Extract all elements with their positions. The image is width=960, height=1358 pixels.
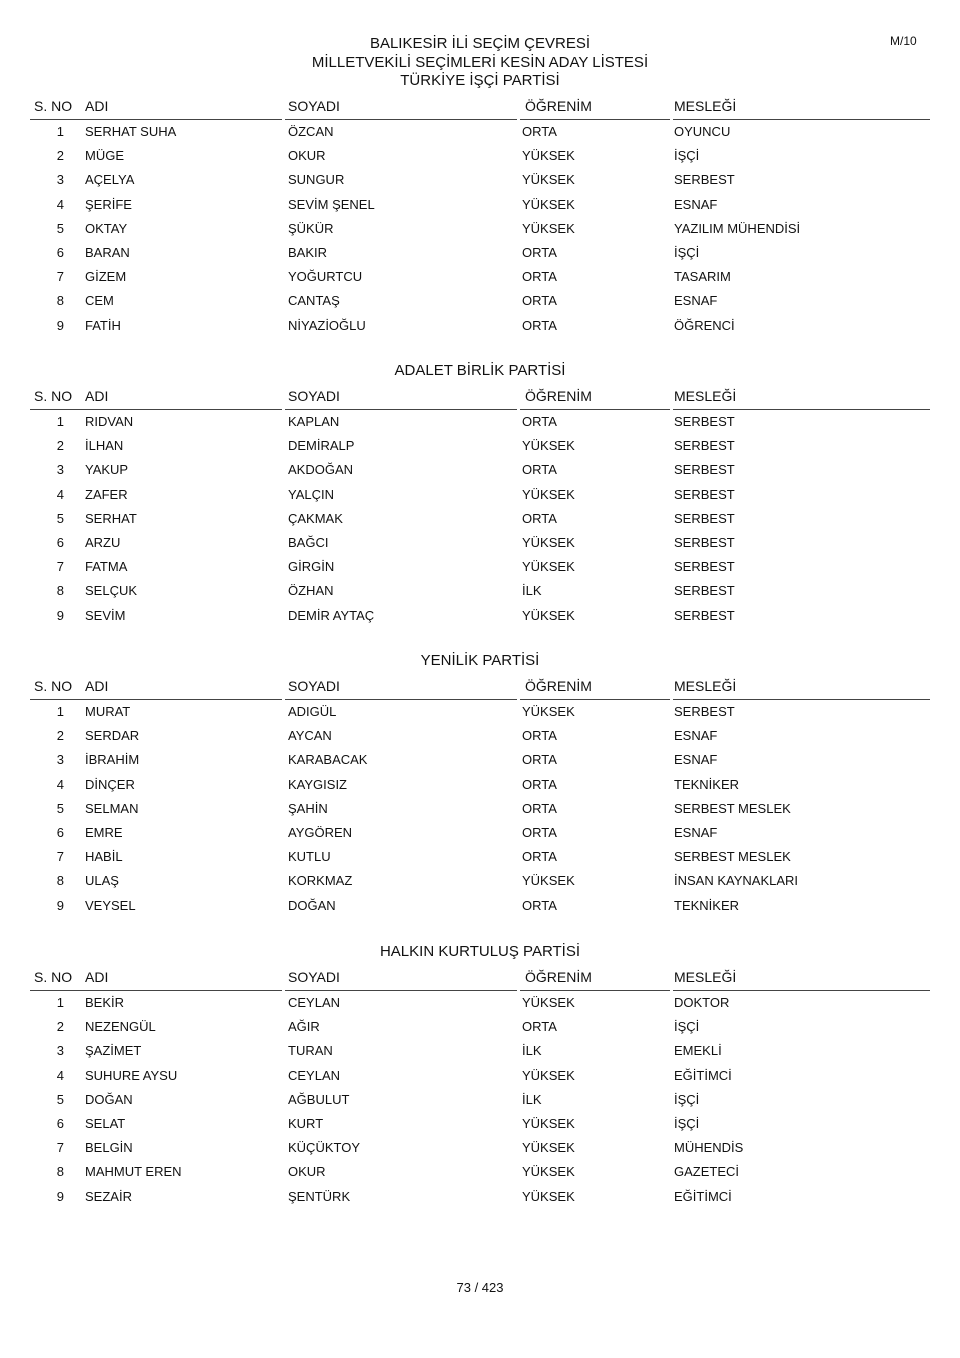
cell-soyadi: CANTAŞ (288, 293, 340, 309)
cell-soyadi: KUTLU (288, 849, 331, 865)
table-row (30, 245, 930, 269)
col-header-ogrenim: ÖĞRENİM (525, 678, 592, 694)
cell-ogrenim: YÜKSEK (522, 535, 575, 550)
table-row (30, 559, 930, 583)
cell-no: 5 (56, 220, 64, 236)
cell-adi: BEKİR (85, 995, 125, 1010)
header-rule-gap (282, 117, 285, 120)
cell-meslegi: İŞÇİ (674, 1091, 700, 1107)
cell-no: 6 (56, 825, 64, 840)
table-row (30, 704, 930, 728)
cell-meslegi: DOKTOR (674, 995, 730, 1010)
cell-no: 2 (56, 728, 64, 744)
header-rule-gap (517, 988, 520, 991)
table-row (30, 487, 930, 511)
cell-adi: ULAŞ (85, 873, 119, 889)
table-row (30, 873, 930, 897)
cell-adi: İLHAN (85, 438, 124, 454)
col-header-meslegi: MESLEĞİ (674, 678, 737, 694)
cell-ogrenim: ORTA (522, 317, 557, 333)
cell-ogrenim: YÜKSEK (522, 196, 575, 212)
cell-no: 8 (56, 583, 64, 599)
col-header-meslegi: MESLEĞİ (674, 969, 737, 985)
cell-ogrenim: YÜKSEK (522, 1140, 575, 1156)
cell-meslegi: SERBEST MESLEK (674, 849, 791, 865)
cell-no: 3 (56, 752, 64, 768)
cell-soyadi: SEVİM ŞENEL (288, 196, 375, 212)
cell-ogrenim: YÜKSEK (522, 1164, 575, 1180)
cell-no: 6 (56, 1116, 64, 1131)
cell-meslegi: İŞÇİ (674, 1116, 700, 1131)
party-title: ADALET BİRLİK PARTİSİ (394, 362, 566, 379)
cell-meslegi: SERBEST (674, 486, 735, 502)
col-header-soyadi: SOYADI (288, 388, 340, 404)
cell-no: 8 (56, 873, 64, 889)
cell-adi: NEZENGÜL (85, 1019, 156, 1035)
cell-no: 7 (56, 269, 64, 285)
cell-adi: FATMA (85, 559, 128, 575)
table-row (30, 1092, 930, 1116)
cell-soyadi: ŞÜKÜR (288, 220, 334, 236)
cell-soyadi: KAYGISIZ (288, 776, 347, 792)
cell-ogrenim: YÜKSEK (522, 438, 575, 454)
cell-no: 1 (56, 124, 64, 139)
table-row (30, 511, 930, 535)
table-row (30, 535, 930, 559)
cell-meslegi: EĞİTİMCİ (674, 1188, 732, 1204)
header-rule-gap (517, 407, 520, 410)
cell-adi: RIDVAN (85, 414, 134, 429)
cell-ogrenim: YÜKSEK (522, 559, 575, 575)
cell-ogrenim: YÜKSEK (522, 873, 575, 889)
cell-ogrenim: ORTA (522, 849, 557, 865)
cell-no: 7 (56, 849, 64, 865)
cell-ogrenim: ORTA (522, 897, 557, 913)
cell-no: 3 (56, 1043, 64, 1059)
cell-no: 9 (56, 1188, 64, 1204)
header-rule-gap (670, 988, 673, 991)
table-row (30, 777, 930, 801)
col-header-soyadi: SOYADI (288, 98, 340, 114)
table-row (30, 849, 930, 873)
cell-soyadi: OKUR (288, 148, 326, 164)
cell-soyadi: SUNGUR (288, 172, 345, 188)
cell-adi: DİNÇER (85, 776, 135, 792)
header-rule-gap (670, 117, 673, 120)
cell-meslegi: SERBEST (674, 535, 735, 550)
table-row (30, 293, 930, 317)
cell-soyadi: BAKIR (288, 245, 328, 260)
cell-ogrenim: YÜKSEK (522, 995, 575, 1010)
cell-meslegi: ÖĞRENCİ (674, 317, 735, 333)
cell-soyadi: DEMİR AYTAÇ (288, 607, 375, 623)
col-header-adi: ADI (85, 98, 109, 114)
cell-adi: İBRAHİM (85, 752, 140, 768)
cell-no: 2 (56, 148, 64, 164)
cell-meslegi: SERBEST (674, 583, 735, 599)
cell-soyadi: AĞBULUT (288, 1091, 350, 1107)
cell-adi: SUHURE AYSU (85, 1067, 178, 1083)
cell-soyadi: OKUR (288, 1164, 326, 1180)
table-row (30, 583, 930, 607)
cell-meslegi: OYUNCU (674, 124, 731, 139)
col-header-no: S. NO (34, 98, 73, 114)
cell-ogrenim: YÜKSEK (522, 172, 575, 188)
col-header-no: S. NO (34, 969, 73, 985)
table-row (30, 1140, 930, 1164)
cell-ogrenim: YÜKSEK (522, 486, 575, 502)
cell-meslegi: SERBEST (674, 704, 735, 719)
cell-adi: BARAN (85, 245, 130, 260)
cell-no: 8 (56, 1164, 64, 1180)
cell-meslegi: SERBEST (674, 607, 735, 623)
cell-meslegi: ESNAF (674, 728, 718, 744)
cell-soyadi: AKDOĞAN (288, 462, 354, 478)
cell-adi: EMRE (85, 825, 123, 840)
cell-adi: CEM (85, 293, 114, 309)
header-rule-gap (282, 407, 285, 410)
cell-meslegi: SERBEST (674, 559, 735, 575)
cell-no: 1 (56, 414, 64, 429)
cell-adi: OKTAY (85, 220, 128, 236)
cell-soyadi: BAĞCI (288, 535, 329, 550)
col-header-ogrenim: ÖĞRENİM (525, 98, 592, 114)
cell-soyadi: AYCAN (288, 728, 332, 744)
cell-ogrenim: YÜKSEK (522, 1188, 575, 1204)
cell-adi: SELAT (85, 1116, 126, 1131)
header-rule-gap (282, 988, 285, 991)
document-title: BALIKESİR İLİ SEÇİM ÇEVRESİ (369, 35, 591, 52)
cell-meslegi: ESNAF (674, 293, 718, 309)
cell-ogrenim: ORTA (522, 510, 557, 526)
cell-adi: SERHAT (85, 510, 137, 526)
cell-soyadi: NİYAZİOĞLU (288, 317, 366, 333)
cell-no: 6 (56, 245, 64, 260)
table-row (30, 898, 930, 922)
cell-adi: SELÇUK (85, 583, 138, 599)
col-header-meslegi: MESLEĞİ (674, 388, 737, 404)
table-row (30, 728, 930, 752)
cell-meslegi: SERBEST (674, 414, 735, 429)
cell-adi: MURAT (85, 704, 131, 719)
table-row (30, 752, 930, 776)
table-row (30, 414, 930, 438)
cell-ogrenim: ORTA (522, 269, 557, 285)
cell-ogrenim: İLK (522, 583, 542, 599)
cell-ogrenim: ORTA (522, 825, 557, 840)
cell-no: 4 (56, 196, 64, 212)
header-rule-gap (282, 697, 285, 700)
page-number: 73 / 423 (456, 1280, 504, 1295)
table-row (30, 438, 930, 462)
table-row (30, 825, 930, 849)
cell-meslegi: SERBEST (674, 510, 735, 526)
cell-ogrenim: YÜKSEK (522, 704, 575, 719)
cell-adi: FATİH (85, 317, 121, 333)
cell-adi: SELMAN (85, 800, 139, 816)
cell-soyadi: DEMİRALP (288, 438, 355, 454)
header-rule-gap (670, 407, 673, 410)
cell-meslegi: YAZILIM MÜHENDİSİ (674, 220, 801, 236)
cell-meslegi: SERBEST (674, 172, 735, 188)
cell-ogrenim: ORTA (522, 293, 557, 309)
table-row (30, 1164, 930, 1188)
cell-no: 3 (56, 462, 64, 478)
cell-meslegi: TEKNİKER (674, 897, 740, 913)
cell-soyadi: ADIGÜL (288, 704, 337, 719)
table-row (30, 1068, 930, 1092)
col-header-soyadi: SOYADI (288, 678, 340, 694)
cell-soyadi: DOĞAN (288, 897, 336, 913)
cell-no: 4 (56, 1067, 64, 1083)
party-title: HALKIN KURTULUŞ PARTİSİ (379, 943, 581, 960)
cell-no: 9 (56, 607, 64, 623)
cell-meslegi: İŞÇİ (674, 1019, 700, 1035)
cell-no: 9 (56, 317, 64, 333)
table-row (30, 995, 930, 1019)
col-header-soyadi: SOYADI (288, 969, 340, 985)
col-header-adi: ADI (85, 969, 109, 985)
cell-adi: BELGİN (85, 1140, 133, 1156)
table-header (30, 388, 930, 410)
table-row (30, 124, 930, 148)
cell-no: 2 (56, 1019, 64, 1035)
header-rule-gap (517, 697, 520, 700)
cell-no: 5 (56, 1091, 64, 1107)
cell-soyadi: TURAN (288, 1043, 333, 1059)
cell-no: 9 (56, 897, 64, 913)
cell-soyadi: ÖZCAN (288, 124, 334, 139)
cell-meslegi: EMEKLİ (674, 1043, 722, 1059)
cell-no: 8 (56, 293, 64, 309)
cell-no: 5 (56, 800, 64, 816)
cell-soyadi: ŞAHİN (288, 800, 328, 816)
cell-ogrenim: YÜKSEK (522, 1116, 575, 1131)
table-row (30, 462, 930, 486)
cell-no: 2 (56, 438, 64, 454)
cell-ogrenim: YÜKSEK (522, 607, 575, 623)
table-row (30, 1189, 930, 1213)
col-header-meslegi: MESLEĞİ (674, 98, 737, 114)
cell-adi: ŞAZİMET (85, 1043, 142, 1059)
cell-ogrenim: ORTA (522, 414, 557, 429)
cell-ogrenim: ORTA (522, 124, 557, 139)
cell-meslegi: ESNAF (674, 825, 718, 840)
cell-soyadi: KURT (288, 1116, 324, 1131)
cell-no: 1 (56, 995, 64, 1010)
table-row (30, 1043, 930, 1067)
cell-ogrenim: ORTA (522, 728, 557, 744)
document-subtitle: MİLLETVEKİLİ SEÇİMLERİ KESİN ADAY LİSTESİ (311, 54, 649, 71)
cell-meslegi: MÜHENDİS (674, 1140, 744, 1156)
party-title: TÜRKİYE İŞÇİ PARTİSİ (400, 72, 560, 89)
cell-meslegi: SERBEST MESLEK (674, 800, 791, 816)
cell-meslegi: EĞİTİMCİ (674, 1067, 732, 1083)
cell-soyadi: YOĞURTCU (288, 269, 363, 285)
cell-soyadi: AYGÖREN (288, 825, 353, 840)
cell-soyadi: KARABACAK (288, 752, 368, 768)
col-header-ogrenim: ÖĞRENİM (525, 969, 592, 985)
cell-soyadi: KÜÇÜKTOY (288, 1140, 360, 1156)
cell-meslegi: SERBEST (674, 438, 735, 454)
cell-adi: SERDAR (85, 728, 140, 744)
cell-soyadi: CEYLAN (288, 995, 341, 1010)
cell-meslegi: SERBEST (674, 462, 735, 478)
cell-meslegi: ESNAF (674, 196, 718, 212)
header-rule-gap (517, 117, 520, 120)
cell-soyadi: ŞENTÜRK (288, 1188, 351, 1204)
cell-meslegi: ESNAF (674, 752, 718, 768)
col-header-adi: ADI (85, 388, 109, 404)
table-row (30, 1116, 930, 1140)
cell-ogrenim: İLK (522, 1043, 542, 1059)
cell-no: 7 (56, 559, 64, 575)
col-header-ogrenim: ÖĞRENİM (525, 388, 592, 404)
cell-no: 6 (56, 535, 64, 550)
party-title: YENİLİK PARTİSİ (420, 652, 540, 669)
col-header-no: S. NO (34, 678, 73, 694)
table-header (30, 98, 930, 120)
cell-adi: SEZAİR (85, 1188, 132, 1204)
cell-no: 5 (56, 510, 64, 526)
cell-adi: MÜGE (85, 148, 124, 164)
cell-adi: VEYSEL (85, 897, 136, 913)
cell-ogrenim: ORTA (522, 800, 557, 816)
table-row (30, 172, 930, 196)
cell-ogrenim: İLK (522, 1091, 542, 1107)
cell-adi: DOĞAN (85, 1091, 133, 1107)
cell-adi: YAKUP (85, 462, 129, 478)
cell-adi: ARZU (85, 535, 121, 550)
cell-ogrenim: ORTA (522, 1019, 557, 1035)
cell-no: 1 (56, 704, 64, 719)
cell-no: 7 (56, 1140, 64, 1156)
cell-adi: HABİL (85, 849, 123, 865)
cell-meslegi: İŞÇİ (674, 148, 700, 164)
cell-soyadi: ÇAKMAK (288, 510, 343, 526)
table-row (30, 608, 930, 632)
cell-soyadi: KAPLAN (288, 414, 340, 429)
table-row (30, 148, 930, 172)
cell-soyadi: AĞIR (288, 1019, 320, 1035)
cell-soyadi: YALÇIN (288, 486, 334, 502)
cell-ogrenim: ORTA (522, 245, 557, 260)
table-row (30, 318, 930, 342)
cell-soyadi: CEYLAN (288, 1067, 341, 1083)
cell-no: 4 (56, 486, 64, 502)
cell-meslegi: TASARIM (674, 269, 731, 285)
cell-adi: ŞERİFE (85, 196, 132, 212)
cell-adi: ZAFER (85, 486, 128, 502)
cell-ogrenim: YÜKSEK (522, 1067, 575, 1083)
table-row (30, 197, 930, 221)
cell-soyadi: ÖZHAN (288, 583, 334, 599)
cell-ogrenim: ORTA (522, 776, 557, 792)
header-rule-gap (670, 697, 673, 700)
table-row (30, 269, 930, 293)
cell-ogrenim: YÜKSEK (522, 148, 575, 164)
table-row (30, 1019, 930, 1043)
cell-no: 4 (56, 776, 64, 792)
cell-meslegi: İŞÇİ (674, 245, 700, 260)
cell-soyadi: KORKMAZ (288, 873, 353, 889)
col-header-no: S. NO (34, 388, 73, 404)
cell-adi: SEVİM (85, 607, 126, 623)
cell-ogrenim: YÜKSEK (522, 220, 575, 236)
table-row (30, 801, 930, 825)
cell-meslegi: İNSAN KAYNAKLARI (674, 873, 799, 889)
cell-no: 3 (56, 172, 64, 188)
table-header (30, 678, 930, 700)
cell-meslegi: TEKNİKER (674, 776, 740, 792)
cell-ogrenim: ORTA (522, 752, 557, 768)
form-code: M/10 (890, 34, 917, 48)
cell-adi: MAHMUT EREN (85, 1164, 182, 1180)
cell-ogrenim: ORTA (522, 462, 557, 478)
cell-adi: AÇELYA (85, 172, 135, 188)
table-header (30, 969, 930, 991)
cell-meslegi: GAZETECİ (674, 1164, 740, 1180)
col-header-adi: ADI (85, 678, 109, 694)
table-row (30, 221, 930, 245)
cell-soyadi: GİRGİN (288, 559, 335, 575)
cell-adi: GİZEM (85, 269, 127, 285)
cell-adi: SERHAT SUHA (85, 124, 177, 139)
